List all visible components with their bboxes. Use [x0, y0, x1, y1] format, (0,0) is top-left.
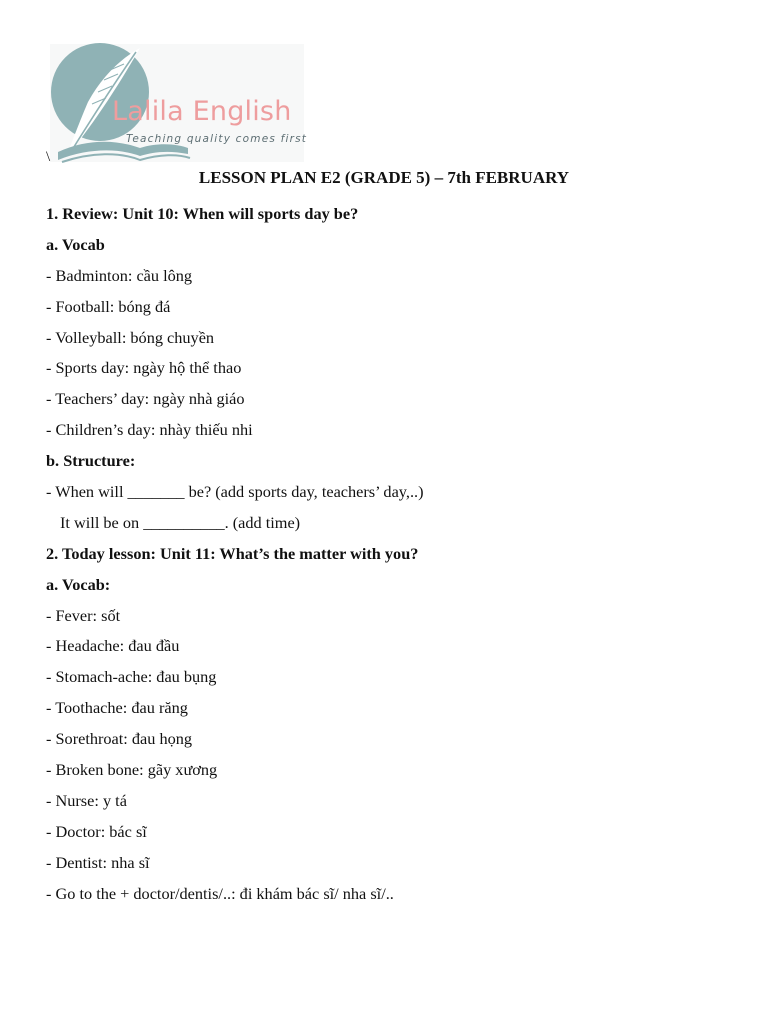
vocab-item: - Fever: sốt — [46, 605, 121, 625]
vocab-item: - Broken bone: gãy xương — [46, 760, 218, 780]
logo-title: Lalila English — [112, 96, 292, 127]
vocab-item: - Go to the + doctor/dentis/..: đi khám bác sĩ/ nha sĩ/.. — [46, 883, 394, 903]
vocab-item: - Sports day: ngày hộ thể thao — [46, 358, 242, 378]
structure-question: - When will _______ be? (add sports day, teachers’ day,..) — [46, 482, 424, 502]
vocab-item: - Headache: đau đầu — [46, 636, 180, 656]
vocab-item: - Children’s day: nhày thiếu nhi — [46, 420, 253, 440]
subheading-vocab: a. Vocab — [46, 234, 105, 254]
vocab-item: - Sorethroat: đau họng — [46, 729, 193, 749]
vocab-item: - Volleyball: bóng chuyền — [46, 327, 215, 347]
lesson-content — [46, 199, 736, 909]
vocab-item: - Toothache: đau răng — [46, 698, 188, 718]
lalila-english-logo — [48, 40, 308, 168]
vocab-item: - Teachers’ day: ngày nhà giáo — [46, 389, 245, 409]
lesson-title: LESSON PLAN E2 (GRADE 5) – 7th FEBRUARY — [198, 168, 570, 187]
section-heading-today: 2. Today lesson: Unit 11: What’s the matter with you? — [46, 543, 419, 563]
section-heading-review: 1. Review: Unit 10: When will sports day be? — [46, 204, 359, 223]
subheading-vocab-today: a. Vocab: — [46, 574, 111, 594]
vocab-item: - Nurse: y tá — [46, 790, 127, 810]
subheading-structure: b. Structure: — [46, 451, 136, 471]
stray-backslash: \ — [46, 149, 51, 165]
vocab-item: - Stomach-ache: đau bụng — [46, 667, 217, 687]
vocab-item: - Dentist: nha sĩ — [46, 852, 150, 872]
logo-tagline: Teaching quality comes first — [126, 133, 308, 145]
vocab-item: - Badminton: cầu lông — [46, 265, 193, 285]
vocab-item: - Football: bóng đá — [46, 296, 171, 316]
structure-answer: It will be on __________. (add time) — [60, 512, 301, 532]
vocab-item: - Doctor: bác sĩ — [46, 821, 147, 841]
